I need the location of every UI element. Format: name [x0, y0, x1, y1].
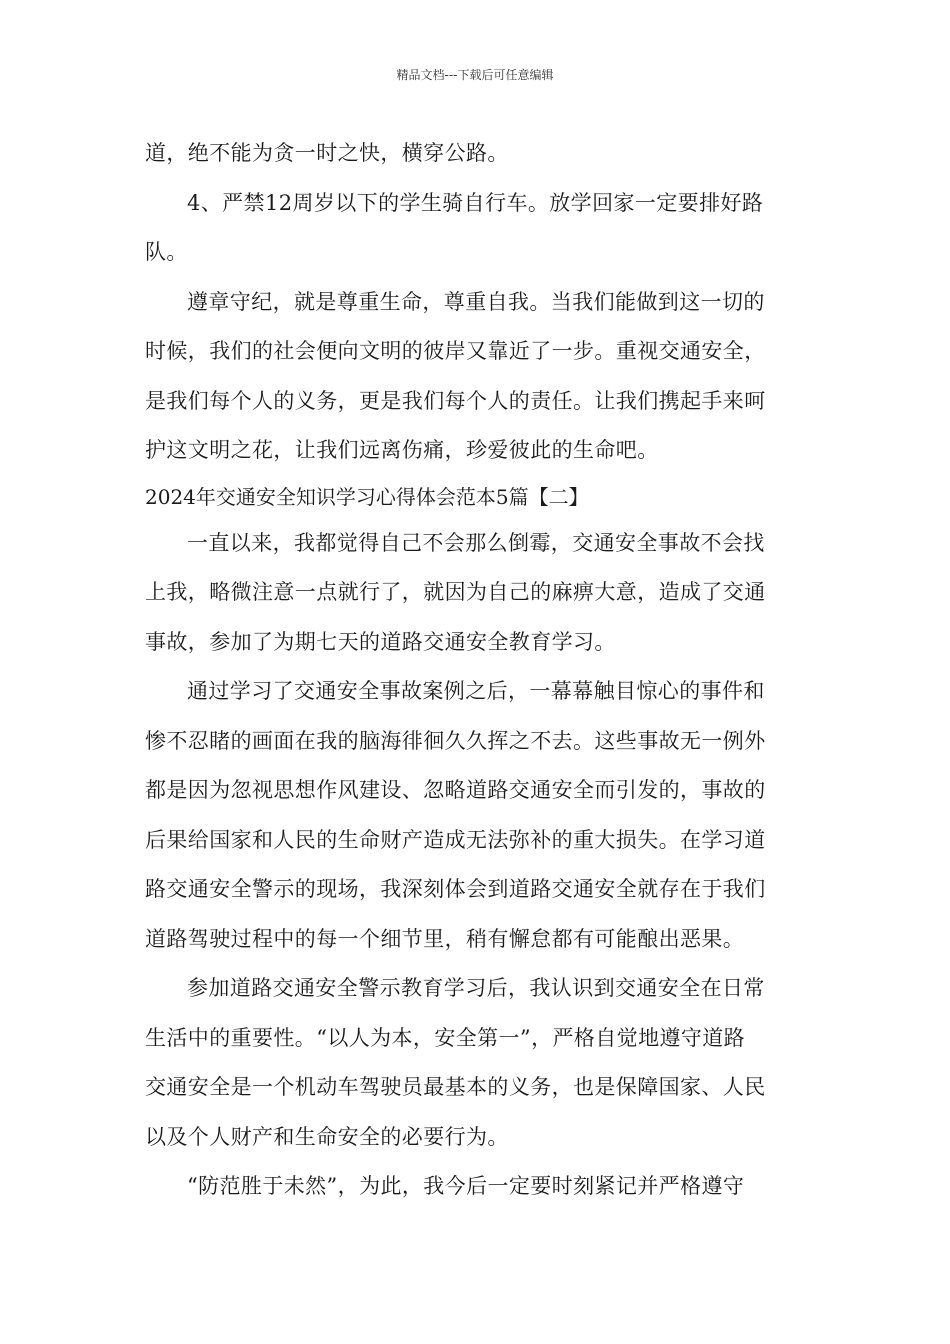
text-line: 道路驾驶过程中的每一个细节里，稍有懈怠都有可能酿出恶果。: [145, 926, 745, 951]
text-line: 上我，略微注意一点就行了，就因为自己的麻痹大意，造成了交通: [145, 580, 766, 604]
text-line: 时候，我们的社会便向文明的彼岸又靠近了一步。重视交通安全，: [145, 339, 766, 363]
text-line: 一直以来，我都觉得自己不会那么倒霉，交通安全事故不会找: [187, 530, 765, 555]
text-line: 参加道路交通安全警示教育学习后，我认识到交通安全在日常: [187, 976, 765, 1000]
section-heading: 2024年交通安全知识学习心得体会范本5篇【二】: [145, 484, 589, 509]
text-line: 队。: [145, 240, 188, 264]
text-line: 生活中的重要性。“以人为本，安全第一”，严格自觉地遵守道路: [145, 1025, 746, 1050]
text-line: 是我们每个人的义务，更是我们每个人的责任。让我们携起手来呵: [145, 388, 766, 413]
text-line: 交通安全是一个机动车驾驶员最基本的义务，也是保障国家、人民: [145, 1075, 766, 1099]
text-line: 以及个人财产和生命安全的必要行为。: [145, 1124, 509, 1149]
text-line: 惨不忍睹的画面在我的脑海徘徊久久挥之不去。这些事故无一例外: [145, 728, 766, 753]
text-line: 通过学习了交通安全事故案例之后，一幕幕触目惊心的事件和: [187, 679, 765, 703]
text-line: 4、严禁12周岁以下的学生骑自行车。放学回家一定要排好路: [187, 190, 764, 215]
text-line: 事故，参加了为期七天的道路交通安全教育学习。: [145, 629, 616, 654]
text-line: 后果给国家和人民的生命财产造成无法弥补的重大损失。在学习道: [145, 827, 766, 852]
text-line: 遵章守纪，就是尊重生命，尊重自我。当我们能做到这一切的: [187, 289, 765, 314]
document-body: [145, 129, 811, 1212]
text-line: 路交通安全警示的现场，我深刻体会到道路交通安全就存在于我们: [145, 877, 766, 901]
text-line: 道，绝不能为贪一时之快，横穿公路。: [145, 141, 509, 165]
text-line: “防范胜于未然”，为此，我今后一定要时刻紧记并严格遵守: [187, 1174, 745, 1198]
page-header: 精品文档---下载后可任意编辑: [396, 68, 554, 82]
text-line: 护这文明之花，让我们远离伤痛，珍爱彼此的生命吧。: [145, 438, 659, 462]
text-line: 都是因为忽视思想作风建设、忽略道路交通安全而引发的，事故的: [145, 778, 766, 802]
